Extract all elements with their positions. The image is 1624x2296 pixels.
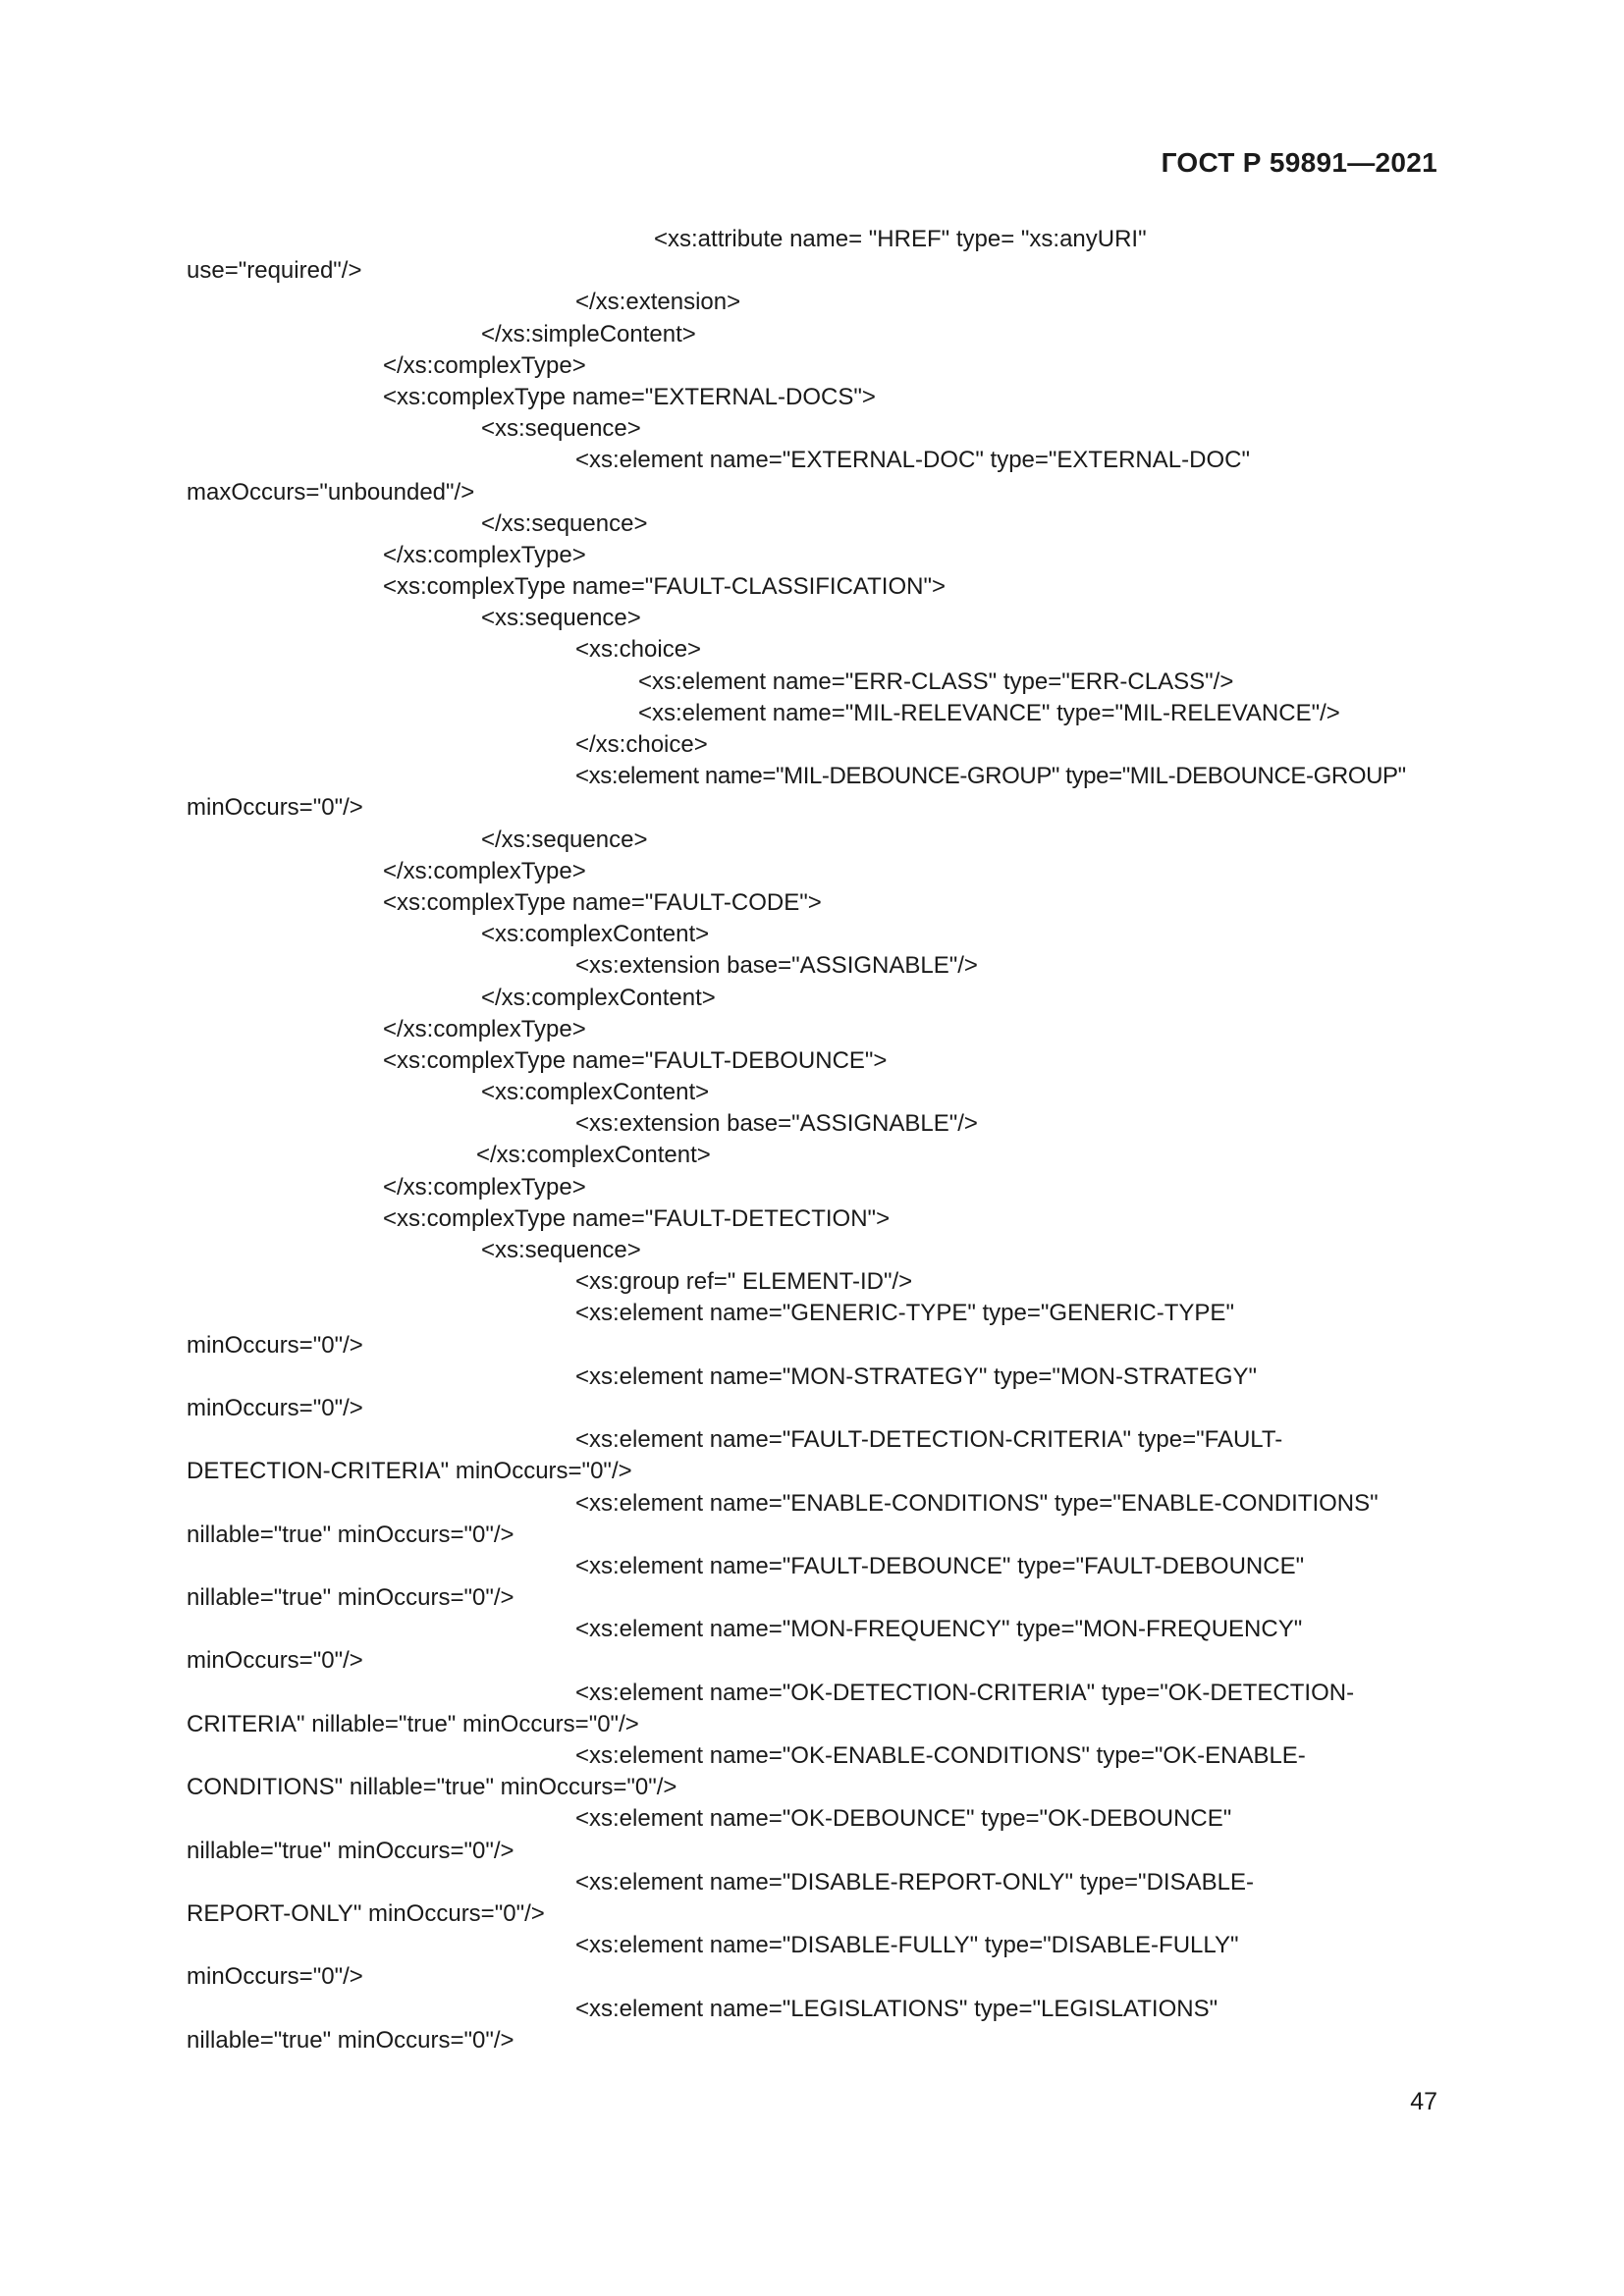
code-line: <xs:complexType name="FAULT-DETECTION"> (383, 1204, 891, 1232)
xml-schema-listing (187, 224, 1443, 2056)
code-line: CRITERIA" nillable="true" minOccurs="0"/> (187, 1710, 639, 1737)
code-line: </xs:sequence> (481, 509, 648, 537)
document-header-standard: ГОСТ Р 59891—2021 (1161, 147, 1437, 178)
code-line: <xs:element name="FAULT-DEBOUNCE" type="FAULT-DEBOUNCE" (575, 1552, 1305, 1579)
code-line: <xs:sequence> (481, 415, 641, 443)
code-line: <xs:element name="FAULT-DETECTION-CRITERIA" type="FAULT- (575, 1426, 1283, 1454)
code-line: <xs:extension base="ASSIGNABLE"/> (575, 952, 978, 980)
code-line: <xs:element name="OK-ENABLE-CONDITIONS" type="OK-ENABLE- (575, 1742, 1306, 1769)
code-line: <xs:complexType name="FAULT-CODE"> (383, 888, 822, 916)
code-line: </xs:choice> (575, 731, 708, 758)
code-line: REPORT-ONLY" minOccurs="0"/> (187, 1899, 545, 1927)
code-line: <xs:complexContent> (481, 921, 710, 948)
code-line: <xs:complexContent> (481, 1079, 710, 1106)
code-line: minOccurs="0"/> (187, 1331, 363, 1359)
code-line: DETECTION-CRITERIA" minOccurs="0"/> (187, 1458, 632, 1485)
code-line: <xs:complexType name="FAULT-CLASSIFICATION"> (383, 573, 947, 601)
code-line: minOccurs="0"/> (187, 794, 363, 822)
code-line: <xs:element name="GENERIC-TYPE" type="GENERIC-TYPE" (575, 1300, 1234, 1327)
code-line: <xs:complexType name="FAULT-DEBOUNCE"> (383, 1046, 888, 1074)
code-line: <xs:sequence> (481, 1237, 641, 1263)
code-line: </xs:complexType> (383, 351, 586, 379)
code-line: </xs:extension> (575, 289, 741, 316)
code-line: CONDITIONS" nillable="true" minOccurs="0"/> (187, 1774, 677, 1801)
code-line: minOccurs="0"/> (187, 1394, 363, 1421)
code-line: <xs:element name="MON-FREQUENCY" type="MON-FREQUENCY" (575, 1616, 1303, 1643)
code-line: use="required"/> (187, 257, 362, 285)
code-line: <xs:element name="EXTERNAL-DOC" type="EXTERNAL-DOC" (575, 447, 1250, 474)
code-line: <xs:complexType name="EXTERNAL-DOCS"> (383, 383, 876, 410)
code-line: <xs:choice> (575, 636, 702, 664)
code-line: <xs:element name="OK-DEBOUNCE" type="OK-DEBOUNCE" (575, 1805, 1232, 1833)
code-line: </xs:complexContent> (481, 984, 716, 1011)
code-line: nillable="true" minOccurs="0"/> (187, 1521, 514, 1548)
code-line: minOccurs="0"/> (187, 1963, 363, 1991)
code-line: <xs:element name="MIL-DEBOUNCE-GROUP" type="MIL-DEBOUNCE-GROUP" (575, 763, 1406, 790)
code-line: </xs:complexType> (383, 857, 586, 884)
code-line: </xs:simpleContent> (481, 320, 696, 347)
code-line: </xs:complexType> (383, 1173, 586, 1201)
code-line: <xs:element name="ENABLE-CONDITIONS" type="ENABLE-CONDITIONS" (575, 1489, 1379, 1517)
code-line: <xs:sequence> (481, 605, 641, 632)
code-line: <xs:element name="DISABLE-REPORT-ONLY" type="DISABLE- (575, 1868, 1254, 1896)
code-line: <xs:element name="MON-STRATEGY" type="MON-STRATEGY" (575, 1362, 1258, 1390)
code-line: </xs:sequence> (481, 826, 648, 853)
code-line: <xs:element name="MIL-RELEVANCE" type="MIL-RELEVANCE"/> (638, 699, 1340, 726)
code-line: <xs:attribute name= "HREF" type= "xs:anyURI" (654, 226, 1147, 252)
code-line: <xs:element name="ERR-CLASS" type="ERR-CLASS"/> (638, 667, 1234, 695)
code-line: nillable="true" minOccurs="0"/> (187, 1584, 514, 1612)
code-line: <xs:element name="LEGISLATIONS" type="LEGISLATIONS" (575, 1995, 1218, 2022)
code-line: <xs:extension base="ASSIGNABLE"/> (575, 1110, 978, 1138)
code-line: nillable="true" minOccurs="0"/> (187, 1837, 514, 1864)
code-line: minOccurs="0"/> (187, 1647, 363, 1675)
code-line: <xs:element name="OK-DETECTION-CRITERIA" type="OK-DETECTION- (575, 1679, 1355, 1706)
code-line: </xs:complexType> (383, 1015, 586, 1042)
code-line: <xs:element name="DISABLE-FULLY" type="DISABLE-FULLY" (575, 1932, 1239, 1959)
code-line: nillable="true" minOccurs="0"/> (187, 2026, 514, 2054)
code-line: maxOccurs="unbounded"/> (187, 478, 475, 506)
code-line: </xs:complexContent> (476, 1142, 711, 1169)
code-line: </xs:complexType> (383, 541, 586, 568)
code-line: <xs:group ref=" ELEMENT-ID"/> (575, 1268, 913, 1296)
page-number: 47 (1410, 2088, 1437, 2115)
